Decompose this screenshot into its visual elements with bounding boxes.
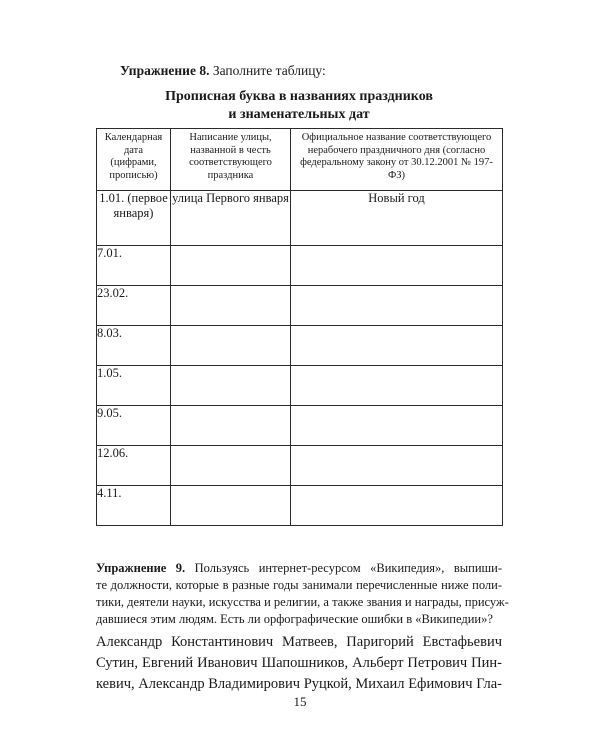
- cell-holiday[interactable]: [291, 446, 503, 486]
- table-header-row: [97, 129, 503, 191]
- cell-holiday[interactable]: [291, 286, 503, 326]
- header-date: Календарная дата (цифрами, прописью): [97, 129, 171, 191]
- table-row: [97, 406, 503, 446]
- table-row: [97, 366, 503, 406]
- cell-street[interactable]: [171, 366, 291, 406]
- cell-date: 12.06.: [97, 446, 171, 486]
- cell-date: 1.01. (первое января): [97, 191, 171, 246]
- cell-date: 1.05.: [97, 366, 171, 406]
- header-holiday: Официальное название соответствующего нерабочего праздничного дня (согласно федеральному закону от 30.12.2001 № 197-ФЗ): [291, 129, 503, 191]
- names-line-1: Александр Константинович Матвеев, Паригорий Евстафьевич: [96, 634, 502, 650]
- cell-date: 7.01.: [97, 246, 171, 286]
- table-caption-line-2: и знаменательных дат: [228, 107, 370, 122]
- cell-holiday: Новый год: [291, 191, 503, 246]
- table-row: [97, 486, 503, 526]
- holidays-table: [96, 128, 503, 526]
- cell-street[interactable]: [171, 286, 291, 326]
- table-row: [97, 326, 503, 366]
- cell-date: 23.02.: [97, 286, 171, 326]
- cell-holiday[interactable]: [291, 486, 503, 526]
- exercise-8-label: Упражнение 8.: [120, 63, 210, 78]
- table-caption: [96, 88, 502, 124]
- exercise-9-line-4: давшиеся этим людям. Есть ли орфографические ошибки в «Википедии»?: [96, 612, 493, 626]
- table-row: [97, 446, 503, 486]
- cell-street[interactable]: [171, 246, 291, 286]
- exercise-9-text-1: Пользуясь интернет-ресурсом «Википедия», выпиши-: [194, 561, 502, 575]
- names-list: [96, 632, 502, 695]
- table-row: [97, 191, 503, 246]
- cell-street[interactable]: [171, 326, 291, 366]
- cell-holiday[interactable]: [291, 366, 503, 406]
- cell-street[interactable]: [171, 406, 291, 446]
- exercise-9-paragraph: [96, 560, 509, 628]
- header-street: Написание улицы, названной в честь соответствующего праздника: [171, 129, 291, 191]
- cell-date: 8.03.: [97, 326, 171, 366]
- exercise-9-label: Упражнение 9.: [96, 561, 186, 575]
- table-row: [97, 246, 503, 286]
- exercise-8-heading: [120, 62, 500, 80]
- exercise-9-line-2: те должности, которые в разные годы занимали перечисленные ниже поли-: [96, 578, 502, 592]
- exercise-9-line-1: [96, 560, 502, 577]
- cell-street[interactable]: [171, 486, 291, 526]
- cell-holiday[interactable]: [291, 326, 503, 366]
- exercise-8-instruction: Заполните таблицу:: [212, 63, 326, 78]
- table-row: [97, 286, 503, 326]
- cell-street: улица Первого января: [171, 191, 291, 246]
- page-number: 15: [293, 694, 307, 709]
- cell-date: 9.05.: [97, 406, 171, 446]
- cell-date: 4.11.: [97, 486, 171, 526]
- exercise-9-line-3: тики, деятели науки, искусства и религии, а также звания и награды, присуж-: [96, 595, 509, 609]
- names-line-2: Сутин, Евгений Иванович Шапошников, Альберт Петрович Пин-: [96, 655, 502, 671]
- cell-holiday[interactable]: [291, 406, 503, 446]
- table-caption-line-1: Прописная буква в названиях праздников: [165, 89, 433, 104]
- names-line-3: кевич, Александр Владимирович Руцкой, Михаил Ефимович Гла-: [96, 676, 502, 692]
- cell-street[interactable]: [171, 446, 291, 486]
- cell-holiday[interactable]: [291, 246, 503, 286]
